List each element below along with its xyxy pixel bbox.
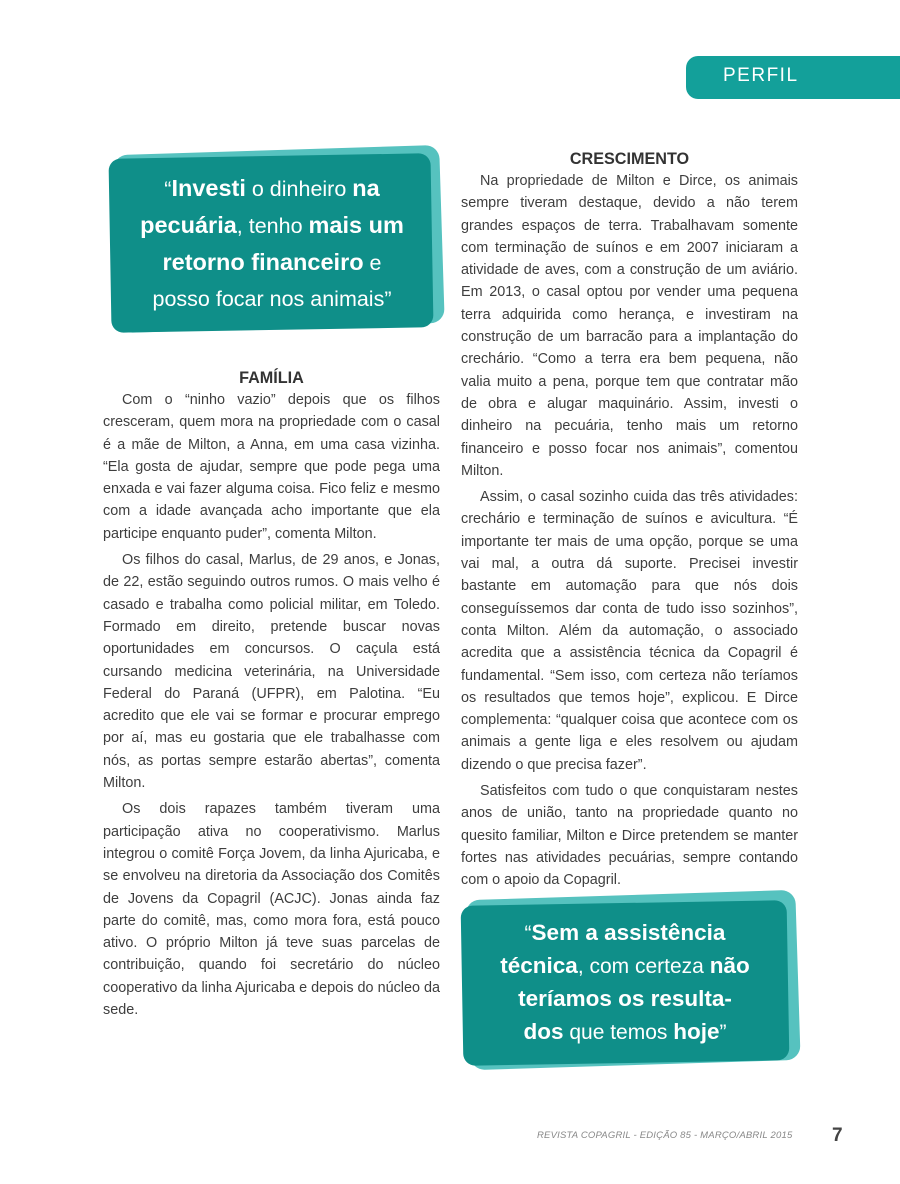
pull-quote-investment [110,148,440,333]
article-column-familia [103,367,440,1025]
section-heading-familia: FAMÍLIA [239,369,304,387]
article-column-crescimento [461,148,798,896]
section-heading-crescimento: CRESCIMENTO [569,150,690,168]
paragraph: Os dois rapazes também tiveram uma participação ativa no cooperativismo. Marlus integrou o comitê Força Jovem, da linha Ajuricaba, e se envolveu na diretoria da Associação dos Comitês de Jovens da Copagril (ACJC). Jonas ainda faz parte do comitê, mas, como mora fora, está pouco ativo. O próprio Milton já teve suas parcelas de contribuição, quando foi secretário do núcleo cooperativo da linha Ajuricaba e depois do núcleo da sede. [103,801,440,1019]
paragraph: Os filhos do casal, Marlus, de 29 anos, e Jonas, de 22, estão seguindo outros rumos. O mais velho é casado e trabalha como policial militar, em Toledo. Formado em direito, pretende buscar novas oportunidades em concursos. O caçula está cursando medicina veterinária, na Universidade Federal do Paraná (UFPR), em Palotina. “Eu acredito que ele vai se formar e procurar emprego por aí, mas eu gostaria que ele trabalhasse com nós, as portas sempre estarão abertas”, comenta Milton. [103,552,440,792]
pull-quote-text: “Sem a assistência técnica, com certeza não teríamos os resulta- dos que temos hoje” [500,920,750,1044]
section-tab-label: PERFIL [723,65,799,86]
paragraph: Assim, o casal sozinho cuida das três atividades: crechário e terminação de suínos e avicultura. “É importante ter mais de uma opção, porque se uma vai mal, a outra dá suporte. Precisei investir bastante em automação para que nós dois conseguíssemos dar conta de tudo isso sozinhos”, conta Milton. Além da automação, o associado acredita que a assistência técnica da Copagril é fundamental. “Sem isso, com certeza não teríamos os resultados que temos hoje”, explicou. E Dirce complementa: “qualquer coisa que acontece com os animais a gente liga e eles resolvem ou ajudam dizendo o que precisa fazer”. [461,489,798,773]
paragraph: Com o “ninho vazio” depois que os filhos cresceram, quem mora na propriedade com o casal é a mãe de Milton, a Anna, em uma casa vizinha. “Ela gosta de ajudar, sempre que pode pega uma enxada e vai fazer alguma coisa. Fico feliz e mesmo com a idade avançada acho importante que ela participe enquanto puder”, comenta Milton. [103,392,440,542]
pull-quote-assistance [462,893,796,1071]
pull-quote-text: “Investi o dinheiro na pecuária, tenho mais um retorno financeiro e posso focar nos animais” [140,175,404,311]
paragraph: Na propriedade de Milton e Dirce, os animais sempre tiveram destaque, devido a não terem grandes espaços de terra. Trabalhavam somente com terminação de suínos e em 2007 iniciaram a atividade de aves, com a construção de um aviário. Em 2013, o casal optou por vender uma pequena terra adquirida como herança, e investiram na construção de um barracão para a implantação do crechário. “Como a terra era bem pequena, não valia muito a pena, porque tem que contratar mão de obra e alugar maquinário. Assim, investi o dinheiro na pecuária, tenho mais um retorno financeiro e posso focar nos animais”, comentou Milton. [461,173,798,479]
page-number: 7 [832,1125,843,1146]
magazine-footer: REVISTA COPAGRIL - EDIÇÃO 85 - MARÇO/ABRIL 2015 [537,1130,793,1141]
section-tab [686,56,900,99]
paragraph: Satisfeitos com tudo o que conquistaram nestes anos de união, tanto na propriedade quanto no quesito familiar, Milton e Dirce pretendem se manter fortes nas atividades pecuárias, sempre contando com o apoio da Copagril. [461,783,798,889]
